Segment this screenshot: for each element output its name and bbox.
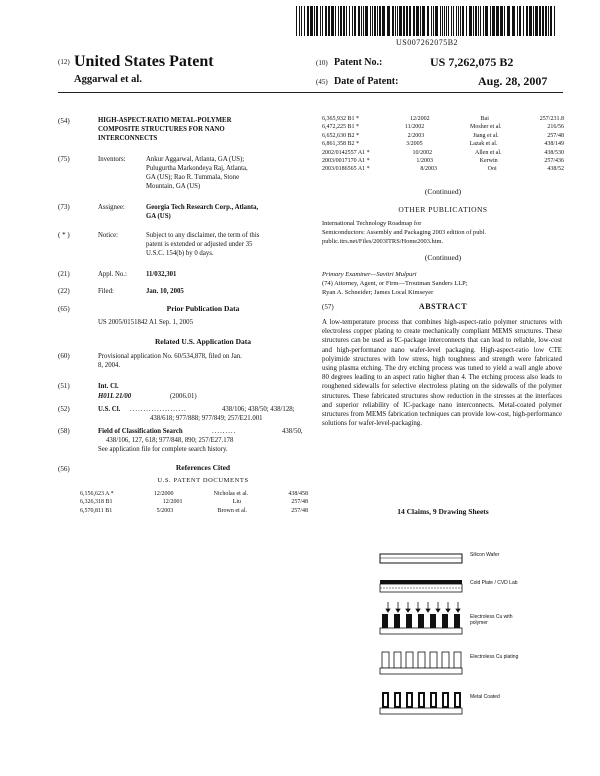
assignee-line: GA (US) <box>146 213 171 220</box>
us-cl-dots: ..................... <box>130 406 187 413</box>
table-row: 6,861,358 B2 * 3/2005 Lazak et al. 438/149 <box>322 141 564 148</box>
table-row: 6,156,623 A * 12/2000 Nicholas et al. 438/458 <box>80 491 308 497</box>
code-22: (22) <box>58 287 70 295</box>
assignee-label: Assignee: <box>98 204 125 211</box>
notice-line: U.S.C. 154(b) by 0 days. <box>146 250 214 257</box>
assignee-line: Georgia Tech Research Corp., Atlanta, <box>146 204 259 211</box>
inventors-label: Inventors: <box>98 156 126 163</box>
filed-label: Filed: <box>98 288 114 295</box>
date-of-patent: Aug. 28, 2007 <box>478 74 548 88</box>
assignee <box>146 203 306 221</box>
figure-label: Electroless Cu with polymer <box>470 614 513 626</box>
table-row: 6,570,811 B1 5/2003 Brown et al. 257/48 <box>80 507 308 514</box>
attorney-line: (74) Attorney, Agent, or Firm—Troutman Sanders LLP; <box>322 280 468 287</box>
header-rule <box>58 92 563 93</box>
notice-line: patent is extended or adjusted under 35 <box>146 241 253 248</box>
search-line: 438/50, <box>282 428 303 435</box>
other-publications <box>322 219 564 246</box>
inventor-line: GA (US); Rao R. Tummala, Stone <box>146 174 240 181</box>
search-line: 438/106, 127, 618; 977/848, 890; 257/E27.178 <box>106 437 234 444</box>
abstract-heading: ABSTRACT <box>418 302 468 311</box>
table-row: 6,652,630 B2 * 2/2003 Jiang et al. 257/48 <box>322 132 564 139</box>
title-line: HIGH-ASPECT-RATIO METAL-POLYMER <box>98 117 232 124</box>
provisional-line: 8, 2004. <box>98 362 121 369</box>
code-45: (45) <box>316 78 328 86</box>
figure-label: Electroless Cu plating <box>470 654 519 660</box>
code-12: (12) <box>58 58 70 66</box>
invention-title <box>98 116 298 143</box>
publication-line: Semiconductors: Assembly and Packaging 2003 edition of publ. <box>322 229 487 236</box>
inventors-list <box>146 155 306 191</box>
code-52: (52) <box>58 405 70 413</box>
patent-number: US 7,262,075 B2 <box>430 55 514 69</box>
table-row: 6,365,932 B1 * 12/2002 Bai 257/231.8 <box>322 116 564 122</box>
inventor-line: Ankur Aggarwal, Atlanta, GA (US); <box>146 156 245 163</box>
figure-label: Metal Coated <box>470 694 500 700</box>
us-patent-docs-heading: U.S. PATENT DOCUMENTS <box>157 477 249 484</box>
references-table <box>80 490 308 515</box>
process-figure <box>370 550 520 750</box>
figure-label: Silicon Wafer <box>470 552 500 558</box>
us-cl-line: 438/106; 438/50; 438/128; <box>222 406 295 413</box>
appl-no: 11/032,301 <box>146 271 177 278</box>
int-cl-date: (2006.01) <box>170 393 197 400</box>
us-cl-line: 438/618; 977/888; 977/849; 257/E21.001 <box>150 415 263 422</box>
code-58: (58) <box>58 427 70 435</box>
us-cl-label: U.S. Cl. <box>98 406 121 413</box>
code-10: (10) <box>316 59 328 67</box>
table-row: 2002/0142557 A1 * 10/2002 Allen et al. 438/530 <box>322 149 564 156</box>
code-notice: ( * ) <box>58 231 70 239</box>
appl-no-label: Appl. No.: <box>98 271 127 278</box>
search-field-label: Field of Classification Search <box>98 428 183 435</box>
code-73: (73) <box>58 203 70 211</box>
examiner-block <box>322 270 564 297</box>
notice-text <box>146 231 306 258</box>
title-line: COMPOSITE STRUCTURES FOR NANO <box>98 126 225 133</box>
references-continued-table <box>322 115 564 174</box>
code-54: (54) <box>58 117 70 125</box>
barcode-number: US007262075B2 <box>395 38 459 47</box>
publication-line: International Technology Roadmap for <box>322 220 422 227</box>
publication-line: public.itrs.net/Files/2003ITRS/Home2003.htm. <box>322 238 444 245</box>
search-dots: ......... <box>212 428 237 435</box>
prior-publication-heading: Prior Publication Data <box>166 304 240 313</box>
barcode-icon <box>296 6 558 36</box>
prior-publication-line: US 2005/0151842 A1 Sep. 1, 2005 <box>98 319 193 326</box>
continued-label: (Continued) <box>424 187 462 196</box>
title-line: INTERCONNECTS <box>98 135 158 142</box>
patent-no-label: Patent No.: <box>334 57 383 68</box>
notice-line: Subject to any disclaimer, the term of this <box>146 232 260 239</box>
continued-label: (Continued) <box>424 253 462 262</box>
related-data-heading: Related U.S. Application Data <box>154 337 252 346</box>
code-57: (57) <box>322 303 334 311</box>
search-line: See application file for complete search history. <box>98 446 228 453</box>
table-row: 6,472,225 B1 * 11/2002 Mosher et al. 216/56 <box>322 124 564 131</box>
filed-date: Jan. 10, 2005 <box>146 288 184 295</box>
inventor-line: Aggarwal et al. <box>74 74 142 85</box>
document-title: United States Patent <box>74 53 214 70</box>
code-56: (56) <box>58 465 70 473</box>
int-cl-class: H01L 21/00 <box>98 393 132 400</box>
inventor-line: Pulugurtha Markondeya Raj, Atlanta, <box>146 165 248 172</box>
code-75: (75) <box>58 155 70 163</box>
table-row: 6,326,318 B1 12/2001 Liu 257/48 <box>80 499 308 506</box>
abstract-text: A low-temperature process that combines high-aspect-ratio polymer structures with electroless copper plating to create mechanically compliant MEMS structures. These structures can be used as IC-package interconnects that can lead to reliable, low-cost and high-performance nano wafer-level packaging. High-aspect-ratio low CTE polyimide structures with low stress, high toughness and strength were fabricated using plasma etching. The dry etching process was tuned to yield a wall angle above 80 degrees leading to an aspect ratio higher than 4. The etching process also leads to roughened sidewalls for selective electroless plating on the sidewalls of the polymer structures. These fabricated structures show reduction in the stresses at the interfaces and superior reliability of IC-package nano interconnects. Metal-coated polymer structures from MEMS fabrication techniques can provide low-cost, high-performance solutions for wafer-level-packaging. <box>322 319 562 428</box>
table-row: 2003/0017170 A1 * 1/2003 Kerwin 257/436 <box>322 158 564 165</box>
date-label: Date of Patent: <box>334 76 399 87</box>
examiner-line: Primary Examiner—Savitri Mulpuri <box>322 271 417 278</box>
provisional-application <box>98 352 312 370</box>
figure-label: Cold Plate / CVD Lab <box>470 580 518 586</box>
other-publications-heading: OTHER PUBLICATIONS <box>398 205 488 214</box>
provisional-line: Provisional application No. 60/534,878, filed on Jan. <box>98 353 242 360</box>
inventor-line: Mountain, GA (US) <box>146 183 201 190</box>
code-65: (65) <box>58 305 70 313</box>
int-cl-label: Int. Cl. <box>98 383 119 390</box>
claims-line: 14 Claims, 9 Drawing Sheets <box>397 507 489 516</box>
attorney-line: Ryan A. Schneider; James Local Kimseyer <box>322 289 434 296</box>
references-heading: References Cited <box>175 463 231 472</box>
notice-label: Notice: <box>98 232 119 239</box>
code-21: (21) <box>58 270 70 278</box>
code-60: (60) <box>58 352 70 360</box>
table-row: 2003/0186565 A1 * 8/2003 Ooi 438/52 <box>322 166 564 173</box>
code-51: (51) <box>58 382 70 390</box>
